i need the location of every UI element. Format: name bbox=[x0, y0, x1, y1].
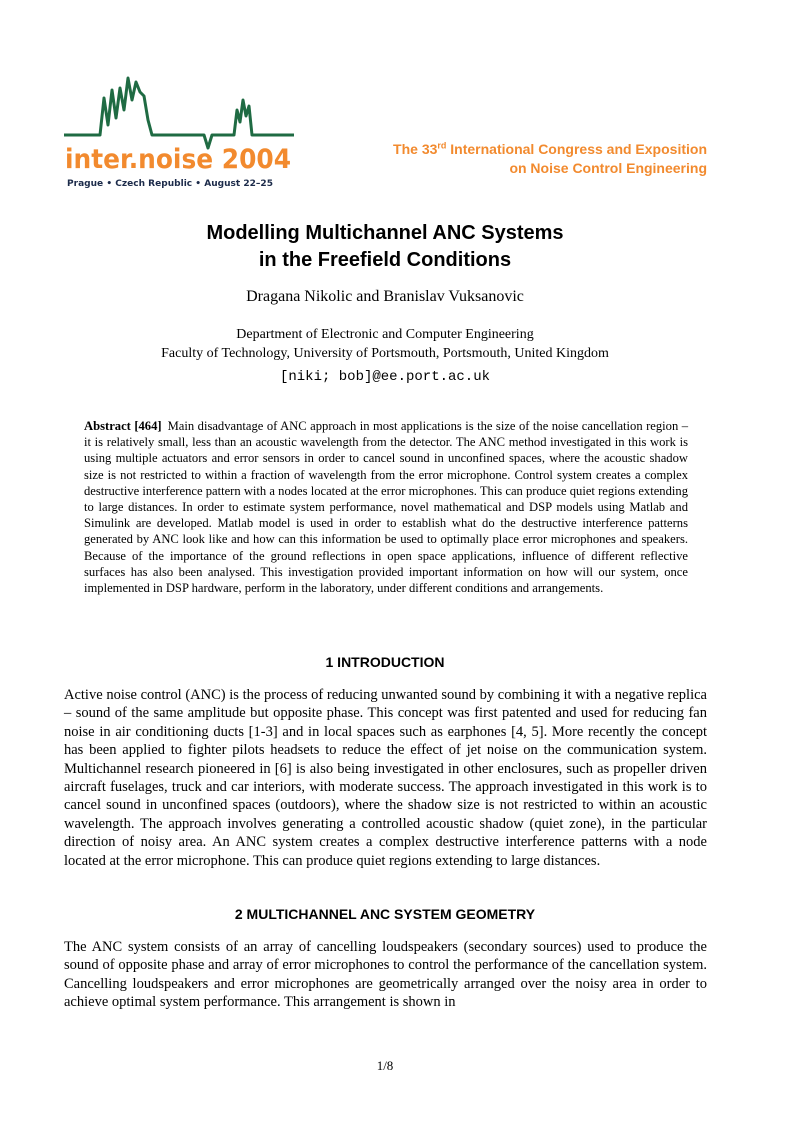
section-heading-geometry: 2 MULTICHANNEL ANC SYSTEM GEOMETRY bbox=[234, 906, 536, 922]
abstract-text: Main disadvantage of ANC approach in most applications is the size of the noise cancellation region – it is relatively small, less than an acoustic wavelength from the detector. The ANC method investigated in this work is using multiple actuators and error sensors in order to cancel sound in unconfined spaces, where the acoustic shadow size is not restricted to within a fraction of wavelength from the error microphone. Control system creates a complex destructive interference pattern with a nodes located at the error microphones. This can produce quiet regions extending to large distances. In order to estimate system performance, novel mathematical and DSP models using Matlab and Simulink are developed. Matlab model is used in order to establish what do the destructive interference patterns generated by ANC look like and how can this information be used to optimally place error microphones and speakers. Because of the importance of the ground reflections in open space applications, influence of different reflective surfaces has also been analysed. This investigation provided important information on how will our system, once implemented in DSP hardware, perform in the laboratory, under different conditions and arrangements. bbox=[84, 419, 688, 596]
section-heading-introduction: 1 INTRODUCTION bbox=[325, 654, 445, 670]
page-number: 1/8 bbox=[376, 1058, 394, 1073]
title-line-2: in the Freefield Conditions bbox=[258, 249, 512, 271]
congress-line-1: The 33rd International Congress and Exposition bbox=[393, 140, 707, 157]
congress-line-2: on Noise Control Engineering bbox=[509, 160, 707, 176]
section-text-geometry: The ANC system consists of an array of cancelling loudspeakers (secondary sources) used to produce the sound of opposite phase and array of error microphones to control the performance of the cancellation system. Cancelling loudspeakers and error microphones are geometrically arranged over the noisy area in order to achieve optimal system performance. This arrangement is shown in bbox=[64, 939, 707, 1011]
internoise-2004-logo bbox=[64, 70, 294, 195]
affiliation-line-1: Department of Electronic and Computer Engineering bbox=[236, 327, 534, 342]
authors: Dragana Nikolic and Branislav Vuksanovic bbox=[246, 288, 524, 305]
section-text-introduction: Active noise control (ANC) is the process of reducing unwanted sound by combining it with a negative replica – sound of the same amplitude but opposite phase. This concept was first patented and used for reducing fan noise in air conditioning ducts [1-3] and in local spaces such as earphones [4, 5]. More recently the concept has been applied to fighter pilots headsets to reduce the effect of jet noise on the communication system. Multichannel research pioneered in [6] is also being investigated in other enclosures, such as propeller driven aircraft fuselages, truck and car interiors, with moderate success. The approach investigated in this work is to cancel sound in unconfined spaces (outdoors), where the shadow size is not restricted to within an acoustic wavelength. The approach involves generating a controlled acoustic shadow (quiet zone), in the particular direction of noisy area. An ANC system creates a complex destructive interference patterns with a node located at the error microphone. This can produce quiet regions extending to large distances. bbox=[64, 687, 707, 869]
logo-wordmark: inter.noise 2004 bbox=[65, 144, 291, 175]
affiliation-line-2: Faculty of Technology, University of Portsmouth, Portsmouth, United Kingdom bbox=[161, 346, 609, 361]
author-email: [niki; bob]@ee.port.ac.uk bbox=[279, 369, 491, 385]
congress-title bbox=[340, 140, 707, 178]
title-line-1: Modelling Multichannel ANC Systems bbox=[206, 222, 564, 244]
paper-title bbox=[64, 220, 706, 274]
affiliation bbox=[64, 325, 706, 363]
skyline-graphic bbox=[64, 78, 294, 148]
abstract bbox=[84, 418, 688, 596]
abstract-label: Abstract [464] bbox=[84, 419, 162, 433]
logo-tagline: Prague • Czech Republic • August 22–25 bbox=[67, 179, 273, 189]
